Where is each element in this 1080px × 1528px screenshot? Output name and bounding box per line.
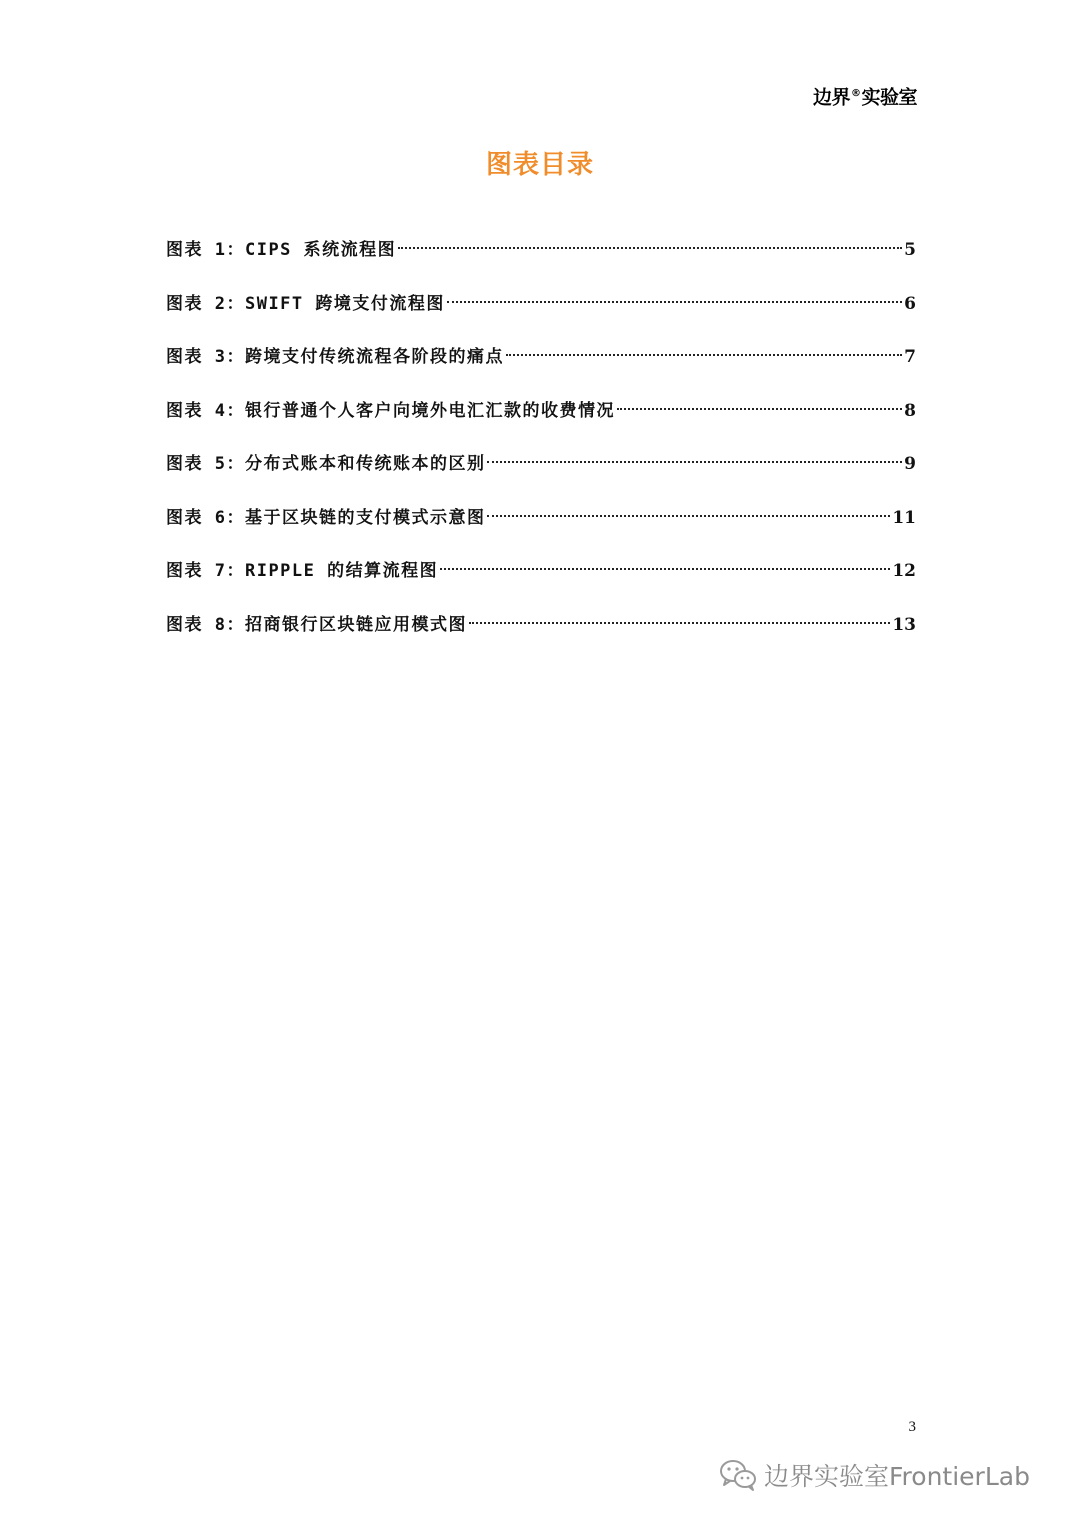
toc-entry[interactable] bbox=[166, 557, 916, 611]
toc-entry[interactable] bbox=[166, 236, 916, 290]
toc-entry-page: 11 bbox=[892, 507, 916, 528]
page-number: 3 bbox=[908, 1419, 916, 1435]
toc-entry[interactable] bbox=[166, 290, 916, 344]
toc-leader-dots bbox=[506, 354, 902, 356]
toc-entry[interactable] bbox=[166, 397, 916, 451]
toc-leader-dots bbox=[447, 301, 902, 303]
toc-entry-label: 图表 1：CIPS 系统流程图 bbox=[166, 240, 397, 260]
logo-right-text: 实验室 bbox=[861, 86, 917, 109]
watermark-text: 边界实验室FrontierLab bbox=[764, 1462, 1030, 1491]
header-logo bbox=[813, 82, 917, 109]
toc-entry-label: 图表 2：SWIFT 跨境支付流程图 bbox=[166, 293, 445, 314]
logo-mark: ® bbox=[850, 88, 861, 99]
toc-entry-label: 图表 8：招商银行区块链应用模式图 bbox=[166, 614, 467, 635]
toc-entry-label: 图表 6：基于区块链的支付模式示意图 bbox=[166, 507, 486, 528]
toc-entry-page: 9 bbox=[904, 454, 916, 474]
toc-leader-dots bbox=[487, 461, 902, 463]
toc-entry-page: 12 bbox=[892, 561, 916, 581]
toc-entry[interactable] bbox=[166, 450, 916, 504]
toc-leader-dots bbox=[469, 622, 890, 624]
toc-entry-label: 图表 5：分布式账本和传统账本的区别 bbox=[166, 454, 486, 474]
toc-entry-page: 13 bbox=[892, 614, 916, 635]
toc-entry-page: 5 bbox=[904, 240, 916, 260]
toc-leader-dots bbox=[398, 247, 902, 249]
toc-entry-page: 8 bbox=[904, 400, 916, 421]
toc-leader-dots bbox=[440, 568, 890, 570]
watermark bbox=[718, 1455, 1030, 1495]
logo-left-text: 边界 bbox=[812, 86, 850, 109]
toc-entry-page: 6 bbox=[904, 293, 916, 314]
toc-entry[interactable] bbox=[166, 343, 916, 397]
toc-entry-page: 7 bbox=[904, 347, 916, 367]
toc-leader-dots bbox=[487, 515, 890, 517]
wechat-icon bbox=[718, 1458, 758, 1492]
toc-list bbox=[166, 236, 916, 664]
toc-entry-label: 图表 7：RIPPLE 的结算流程图 bbox=[166, 561, 439, 581]
toc-leader-dots bbox=[617, 408, 902, 410]
toc-entry[interactable] bbox=[166, 611, 916, 665]
toc-entry-label: 图表 4：银行普通个人客户向境外电汇汇款的收费情况 bbox=[166, 400, 615, 421]
toc-entry[interactable] bbox=[166, 504, 916, 558]
toc-entry-label: 图表 3：跨境支付传统流程各阶段的痛点 bbox=[166, 347, 504, 367]
page-title: 图表目录 bbox=[485, 150, 594, 180]
